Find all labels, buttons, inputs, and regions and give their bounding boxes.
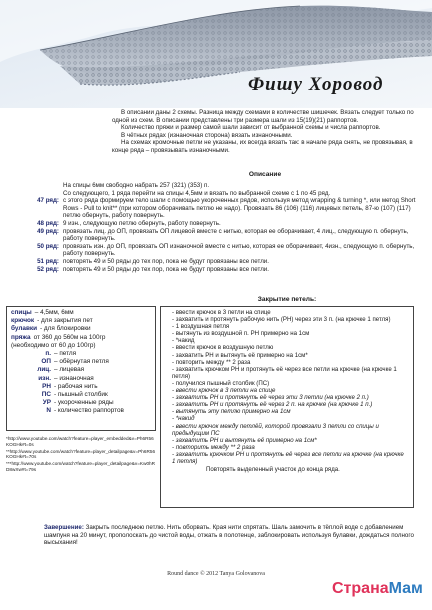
closing-step-text: - получился пышный столбик (ПС) (172, 379, 270, 387)
closing-step (166, 330, 408, 337)
legend-term: спицы (11, 309, 32, 316)
legend-item (11, 407, 151, 415)
legend-term: N (46, 407, 51, 415)
instruction-rows (36, 182, 420, 273)
legend-item (11, 325, 151, 333)
legend-item (11, 399, 151, 407)
legend-term: ОП (41, 358, 51, 366)
legend-item (11, 391, 151, 399)
closing-step (166, 380, 408, 387)
closing-step (166, 366, 408, 380)
closing-step (166, 309, 408, 316)
closing-instructions (160, 306, 414, 508)
legend-value: от 360 до 560м на 100гр (33, 333, 106, 341)
row-text: повторять 49 и 50 ряды до тех пор, пока не будут провязаны все петли. (63, 257, 269, 265)
closing-step-highlighted (166, 423, 408, 437)
instruction-row (36, 258, 420, 266)
intro-paragraph: В чётных рядах (изнаночная сторона) вязать изнаночными. (121, 131, 293, 139)
closing-step-highlighted (166, 415, 408, 422)
legend-value: - рабочая нить (54, 382, 98, 390)
legend-value: – петля (54, 350, 77, 358)
legend-value: – обёрнутая петля (54, 358, 109, 366)
row-text: с этого ряда формируем тело шали с помощью укороченных рядов, используя метод wrapping & turning *, или метод Short Rows - Pull to knit** (при котором оборачивать петлю не надо). Провязать 86 (106) (116) лицевых петель, 87-ю (107) (117) петлю обернуть, работу повернуть. (63, 197, 416, 220)
closing-step-highlighted (166, 387, 408, 394)
closing-step (166, 359, 408, 366)
abbreviations-legend (6, 306, 156, 431)
closing-step-text: - вытянуть эту петлю примерно на 1см (172, 408, 291, 416)
legend-item (11, 342, 151, 350)
row-number: 48 ряд: (37, 219, 59, 227)
pattern-title: Фишу Хоровод (248, 74, 384, 95)
watermark-part: Страна (332, 580, 389, 597)
finishing-label: Завершение: (44, 524, 84, 531)
instruction-row (36, 190, 420, 198)
closing-step-text: - захватить и протянуть рабочую нить (РН) через эти 3 п. (на крючке 1 петля) (172, 316, 391, 324)
closing-step-text: - *накид (172, 415, 195, 423)
row-text: провязать изн. до ОП, провязать ОП изнаночной вместе с нитью, которая ее оборачивает, 4изн., следующую п. обернуть, работу повернуть. (63, 242, 415, 258)
legend-term: РН (42, 382, 51, 390)
row-number: 51 ряд: (37, 257, 59, 265)
closing-step-highlighted (166, 437, 408, 444)
legend-value: - для блокировки (40, 325, 91, 333)
video-links (6, 436, 156, 474)
closing-step-text: - захватить РН и протянуть её через 2 п. на крючке (на крючке 1 п.) (172, 401, 373, 409)
legend-value: – 4,5мм, 6мм (34, 309, 74, 316)
watermark-part: Мам (388, 580, 423, 597)
intro-paragraph: На схемах кромочные петли не указаны, их всегда вязать так: в начале ряда снять, не провязывая, в конце ряда – провязывать изнаночными. (112, 139, 413, 154)
row-number: 50 ряд: (37, 242, 59, 250)
legend-item (11, 309, 151, 317)
closing-step-highlighted (166, 401, 408, 408)
video-link[interactable]: ***http://www.youtube.com/watch?feature=player_detailpage&v=Kw0hRD8wXw#t=79s (6, 461, 156, 472)
instruction-row (36, 243, 420, 258)
legend-term: УР (42, 399, 51, 407)
closing-step-text: - захватить РН и вытянуть её примерно на 1см* (172, 436, 317, 444)
row-text: Со следующего, 1 ряда перейти на спицы 4,5мм и вязать по выбранной схеме с 1 по 45 ряд. (63, 189, 331, 197)
closing-step-highlighted (166, 408, 408, 415)
row-text: повторять 49 и 50 ряды до тех пор, пока не будут провязаны все петли. (63, 265, 269, 273)
legend-item (11, 358, 151, 366)
legend-term: крючок (11, 317, 35, 325)
closing-step (166, 323, 408, 330)
closing-heading: Закрытие петель: (257, 296, 317, 303)
intro-text (112, 109, 418, 155)
instruction-row (36, 197, 420, 220)
row-text: На спицы 6мм свободно набрать 257 (321) (353) п. (63, 182, 210, 189)
instruction-row (36, 266, 420, 274)
legend-item (11, 334, 151, 342)
closing-step-text: - повторить между ** 2 раза (172, 443, 255, 451)
legend-term: пряжа (11, 333, 31, 341)
legend-term: п. (45, 350, 51, 358)
legend-value: - пышный столбик (54, 391, 108, 399)
closing-step-highlighted (166, 444, 408, 451)
instruction-row (36, 228, 420, 243)
closing-step (166, 337, 408, 344)
finishing-text: Закрыть последнюю петлю. Нить оборвать. Края нити спрятать. Шаль замочить в тёплой воде с добавлением шампуня на 20 минут, прополоскать до чистой воды, отжать в полотенце, заблокировать используя булавки, дождаться полного высыхания! (44, 524, 414, 547)
row-text: 9 изн., следующую петлю обернуть, работу повернуть. (63, 219, 221, 227)
legend-item (11, 350, 151, 358)
closing-step-highlighted (166, 394, 408, 401)
site-watermark (332, 580, 423, 598)
copyright-footer: Round dance © 2012 Tanya Golovanova (167, 571, 265, 577)
closing-step-text: - ввести крючок в 3 петли на спице (172, 309, 271, 316)
legend-value: – изнаночная (54, 374, 94, 382)
closing-step-text: - *накид (172, 337, 195, 345)
closing-step-text: - захватить крючком РН и протянуть её через все петли на крючке (на крючке 1 петля) (172, 365, 397, 380)
closing-repeat-note: Повторять выделенный участок до конца ряда. (206, 466, 340, 474)
closing-step (166, 344, 408, 351)
legend-value: - укороченные ряды (54, 399, 114, 407)
legend-value: - количество раппортов (54, 407, 124, 415)
legend-term: изн. (38, 374, 51, 382)
video-link[interactable]: **http://www.youtube.com/watch?feature=player_detailpage&v=Ph6R56KOGHk#t=70s (6, 448, 156, 460)
legend-item (11, 383, 151, 391)
closing-step-text: - ввести крючок в воздушную петлю (172, 344, 274, 352)
closing-step (166, 316, 408, 323)
instruction-row (36, 182, 420, 190)
closing-step-text: - ввести крючок в 3 петли на спице (172, 387, 276, 395)
legend-term: булавки (11, 325, 38, 333)
legend-item (11, 375, 151, 383)
closing-step-text: - захватить крючком РН и протянуть её через все петли на крючке (на крючке 1 петля) (172, 450, 404, 465)
legend-value: (необходимо от 60 до 100гр) (11, 341, 96, 349)
legend-item (11, 366, 151, 374)
instruction-row (36, 220, 420, 228)
legend-term: ПС (41, 391, 51, 399)
row-text: провязать лиц. до ОП, провязать ОП лицевой вместе с нитью, которая ее оборачивает, 4 лиц., следующую п. обернуть, работу повернуть. (63, 227, 409, 243)
intro-paragraph: В описании даны 2 схемы. Разница между схемами в количестве шишечек. Вязать следует только по одной из схем. В описании представлены три размера шали из 15(19)(21) раппортов. (112, 109, 414, 124)
closing-step (166, 352, 408, 359)
intro-paragraph: Количество пряжи и размер самой шали зависит от выбранной схемы и числа раппортов. (121, 124, 381, 132)
row-number: 52 ряд: (37, 265, 59, 273)
row-number: 47 ряд: (37, 197, 59, 205)
description-heading: Описание (248, 171, 282, 178)
closing-step-text: - захватить РН и вытянуть её примерно на 1см* (172, 351, 308, 359)
video-link[interactable]: *http://www.youtube.com/watch?feature=player_embedded&v=Ph6R56KOGHk#t=0s (6, 436, 154, 447)
finishing-section (44, 524, 418, 547)
closing-step-text: - вытянуть из воздушной п. РН примерно на 1см (172, 330, 310, 338)
closing-step-highlighted (166, 451, 408, 465)
legend-term: лиц. (37, 366, 51, 374)
closing-step-text: - повторить между ** 2 раза (172, 358, 251, 366)
closing-step-text: - захватить РН и протянуть её через эти 3 петли (на крючке 2 п.) (172, 394, 369, 402)
closing-step-text: - ввести крючок между петлёй, которой провязали 3 петли со спицы и предыдущим ПС (172, 422, 379, 437)
closing-step-text: - 1 воздушная петля (172, 323, 230, 331)
legend-value: - для закрытия пет (37, 317, 93, 325)
legend-value: – лицевая (54, 366, 85, 374)
row-number: 49 ряд: (37, 227, 59, 235)
